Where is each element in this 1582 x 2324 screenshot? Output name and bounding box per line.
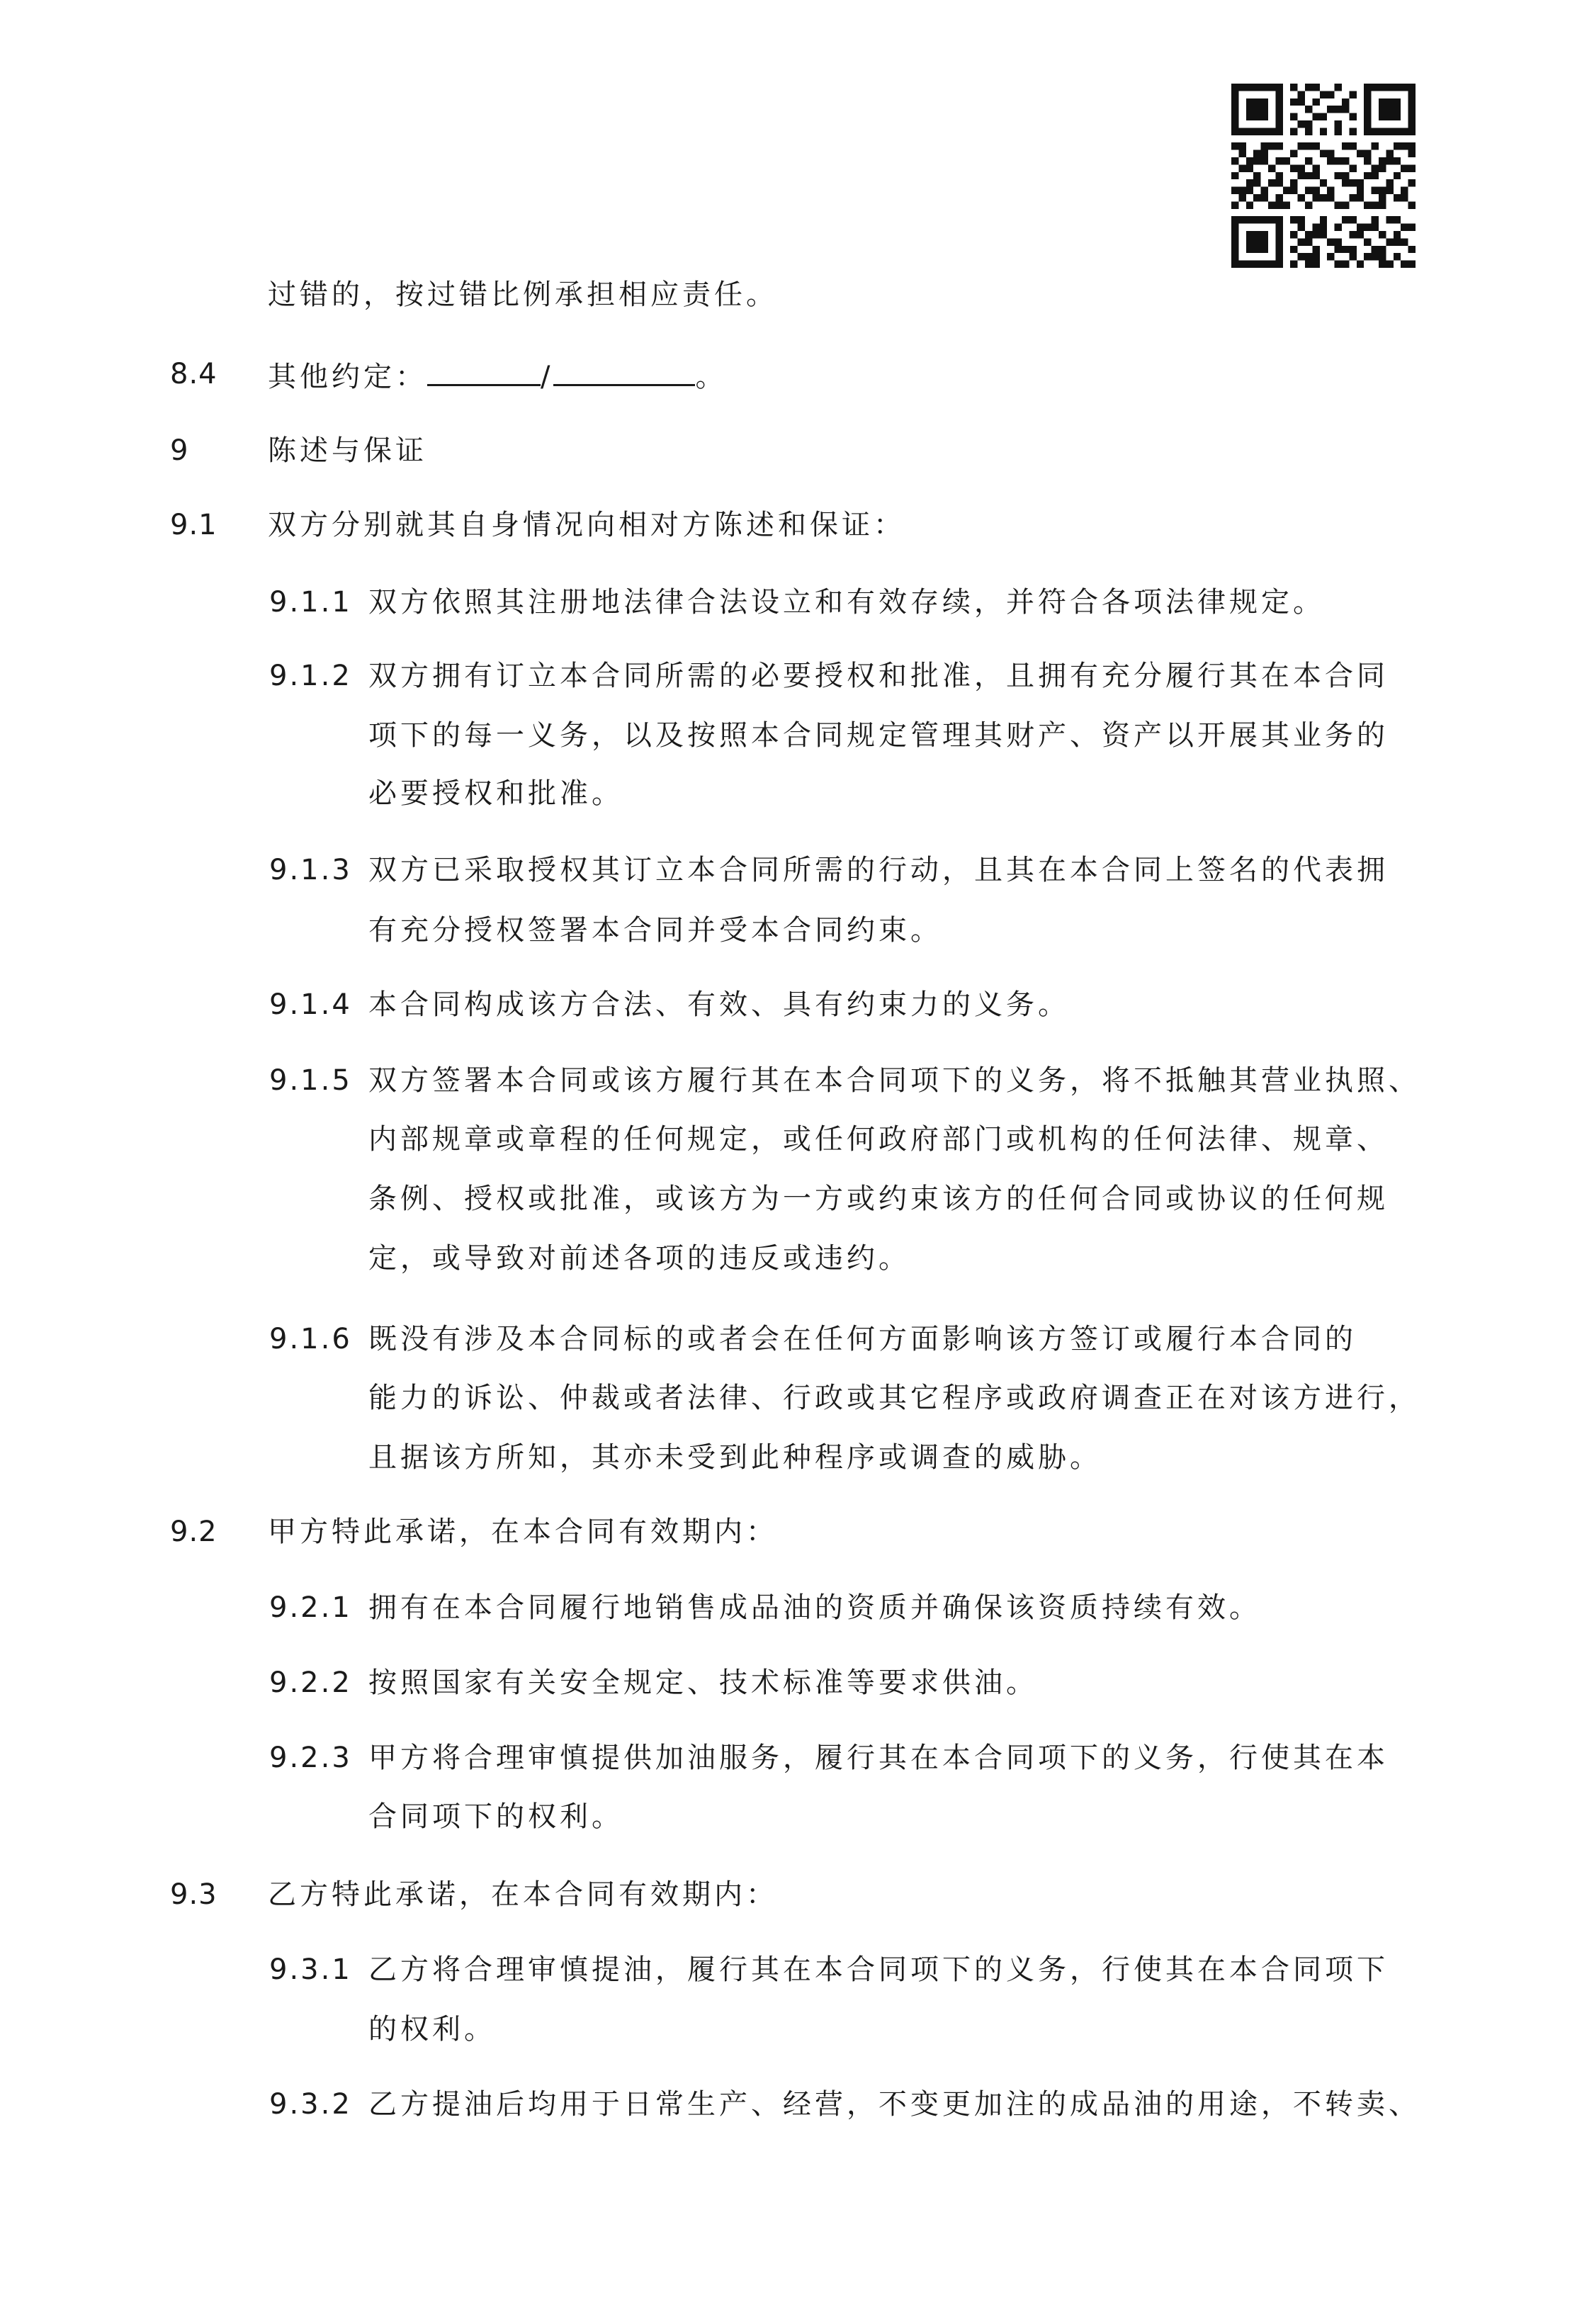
- clause-number-9-3-1: 9.3.1: [269, 1953, 352, 1986]
- qr-code-icon: [1231, 84, 1416, 268]
- clause-9-1-3-line: 有充分授权签署本合同并受本合同约束。: [368, 914, 942, 947]
- section-9-heading: 陈述与保证: [268, 434, 427, 467]
- clause-9-1-5-line: 内部规章或章程的任何规定，或任何政府部门或机构的任何法律、规章、: [368, 1123, 1389, 1156]
- clause-9-1-5-line: 定，或导致对前述各项的违反或违约。: [368, 1242, 910, 1275]
- clause-9-2-text: 甲方特此承诺，在本合同有效期内：: [268, 1516, 778, 1548]
- clause-9-3-2-line: 乙方提油后均用于日常生产、经营，不变更加注的成品油的用途，不转卖、: [368, 2088, 1420, 2121]
- clause-number-9-2-3: 9.2.3: [269, 1742, 352, 1774]
- clause-9-1-text: 双方分别就其自身情况向相对方陈述和保证：: [268, 509, 905, 541]
- clause-number-9-2-1: 9.2.1: [269, 1591, 352, 1624]
- clause-number-8-4: 8.4: [170, 358, 217, 390]
- clause-number-9-1-4: 9.1.4: [269, 988, 352, 1021]
- clause-9-1-4-line: 本合同构成该方合法、有效、具有约束力的义务。: [368, 988, 1070, 1021]
- clause-9-3-1-line: 的权利。: [368, 2013, 496, 2046]
- clause-9-3-1-line: 乙方将合理审慎提油，履行其在本合同项下的义务，行使其在本合同项下: [368, 1953, 1389, 1986]
- clause-8-4-blank-value: /: [541, 361, 554, 393]
- blank-underline: [427, 360, 541, 386]
- clause-number-9-3-2: 9.3.2: [269, 2088, 352, 2121]
- clause-9-3-text: 乙方特此承诺，在本合同有效期内：: [268, 1878, 778, 1911]
- clause-9-1-2-line: 必要授权和批准。: [368, 777, 623, 810]
- clause-9-2-3-line: 合同项下的权利。: [368, 1800, 623, 1833]
- clause-9-1-6-line: 且据该方所知，其亦未受到此种程序或调查的威胁。: [368, 1441, 1102, 1474]
- clause-number-9-1-6: 9.1.6: [269, 1323, 352, 1355]
- clause-number-9-1-1: 9.1.1: [269, 586, 352, 619]
- clause-9-1-5-line: 条例、授权或批准，或该方为一方或约束该方的任何合同或协议的任何规: [368, 1183, 1389, 1215]
- clause-9-1-2-line: 双方拥有订立本合同所需的必要授权和批准，且拥有充分履行其在本合同: [368, 660, 1389, 692]
- clause-number-9-1: 9.1: [170, 509, 217, 541]
- clause-9-1-2-line: 项下的每一义务，以及按照本合同规定管理其财产、资产以开展其业务的: [368, 719, 1389, 752]
- clause-number-9-1-5: 9.1.5: [269, 1064, 352, 1097]
- clause-number-9-1-3: 9.1.3: [269, 854, 352, 886]
- section-number-9: 9: [170, 434, 189, 467]
- continuation-text: 过错的，按过错比例承担相应责任。: [268, 278, 778, 311]
- clause-9-2-1-line: 拥有在本合同履行地销售成品油的资质并确保该资质持续有效。: [368, 1591, 1261, 1624]
- clause-9-1-6-line: 既没有涉及本合同标的或者会在任何方面影响该方签订或履行本合同的: [368, 1323, 1357, 1355]
- clause-9-1-6-line: 能力的诉讼、仲裁或者法律、行政或其它程序或政府调查正在对该方进行，: [368, 1382, 1420, 1414]
- clause-8-4-end: 。: [695, 361, 728, 393]
- clause-number-9-1-2: 9.1.2: [269, 660, 352, 692]
- clause-9-2-2-line: 按照国家有关安全规定、技术标准等要求供油。: [368, 1666, 1038, 1699]
- clause-number-9-2: 9.2: [170, 1516, 217, 1548]
- clause-9-2-3-line: 甲方将合理审慎提供加油服务，履行其在本合同项下的义务，行使其在本: [368, 1742, 1389, 1774]
- blank-underline: [553, 360, 695, 386]
- clause-9-1-1-line: 双方依照其注册地法律合法设立和有效存续，并符合各项法律规定。: [368, 586, 1325, 619]
- clause-number-9-3: 9.3: [170, 1878, 217, 1911]
- clause-number-9-2-2: 9.2.2: [269, 1666, 352, 1699]
- clause-9-1-5-line: 双方签署本合同或该方履行其在本合同项下的义务，将不抵触其营业执照、: [368, 1064, 1420, 1097]
- clause-9-1-3-line: 双方已采取授权其订立本合同所需的行动，且其在本合同上签名的代表拥: [368, 854, 1389, 886]
- clause-8-4-text: [268, 360, 727, 391]
- clause-8-4-label: 其他约定：: [268, 361, 427, 393]
